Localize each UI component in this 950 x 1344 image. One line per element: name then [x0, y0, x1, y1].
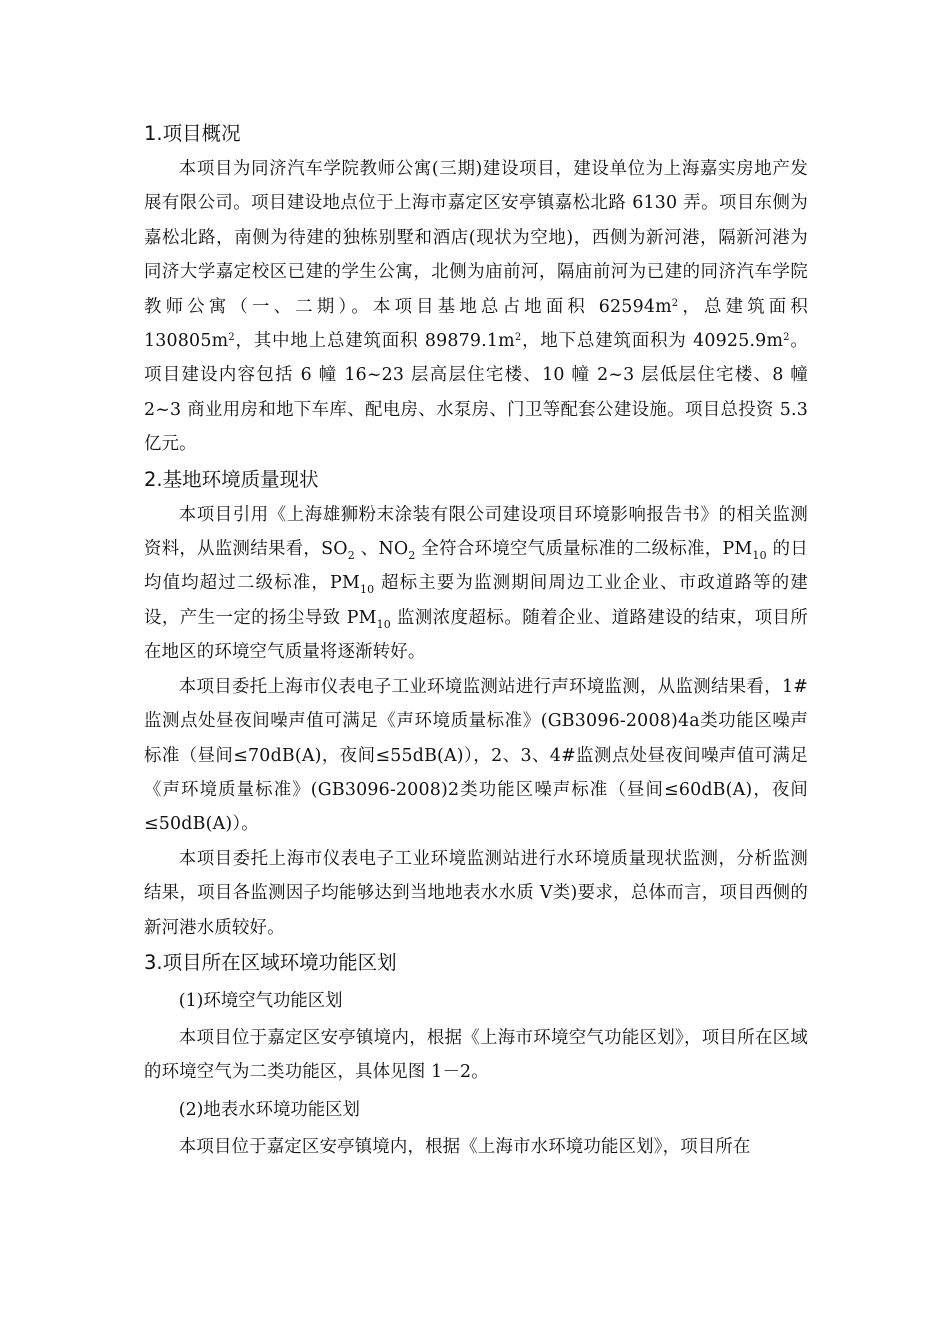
water-quality-paragraph: 本项目委托上海市仪表电子工业环境监测站进行水环境质量现状监测，分析监测结果，项目各监测因子均能够达到当地地表水水质 Ⅴ类)要求，总体而言，项目西侧的新河港水质较好。 — [144, 848, 808, 938]
air-quality-paragraph: 本项目引用《上海雄狮粉末涂装有限公司建设项目环境影响报告书》的相关监测资料，从监测结果看，$SO_2$ 、$NO_2$ 全符合环境空气质量标准的二级标准，$PM_{10}$ 的日均值均超过二级标准，$PM_{10}$ 超标主要为监测期间周边工业企业、市政道路等的建设，产生一定的扬尘导致 $PM_{10}$ 监测浓度超标。随着企业、道路建设的结束，项目所在地区的环境空气质量将逐渐转好。 — [144, 504, 808, 663]
section-heading-2: 2.基地环境质量现状 — [144, 467, 319, 491]
subsection-water-zoning: (2)地表水环境功能区划 — [178, 1099, 360, 1120]
project-overview-paragraph: 本项目为同济汽车学院教师公寓(三期)建设项目，建设单位为上海嘉实房地产发展有限公司。项目建设地点位于上海市嘉定区安亭镇嘉松北路 6130 弄。项目东侧为嘉松北路，南侧为待建的独栋别墅和酒店(现状为空地)，西侧为新河港，隔新河港为同济大学嘉定校区已建的学生公寓，北侧为庙前河，隔庙前河为已建的同济汽车学院教师公寓（一、二期）。本项目基地总占地面积 $62594m^2$，总建筑面积 $130805m^2$，其中地上总建筑面积 $89879.1m^2$，地下总建筑面积为 $40925.9m^2$。项目建设内容包括 6 幢 16~23 层高层住宅楼、10 幢 2~3 层低层住宅楼、8 幢 2~3 商业用房和地下车库、配电房、水泵房、门卫等配套公建设施。项目总投资 5.3 亿元。 — [144, 159, 809, 455]
section-heading-3: 3.项目所在区域环境功能区划 — [144, 950, 397, 974]
subsection-air-zoning: (1)环境空气功能区划 — [178, 990, 343, 1011]
document-page — [144, 116, 808, 1164]
noise-monitoring-paragraph: 本项目委托上海市仪表电子工业环境监测站进行声环境监测，从监测结果看，1#监测点处昼夜间噪声值可满足《声环境质量标准》(GB3096-2008)4a类功能区噪声标准（昼间≤70dB(A)，夜间≤55dB(A)），2、3、4#监测点处昼夜间噪声值可满足《声环境质量标准》(GB3096-2008)2类功能区噪声标准（昼间≤60dB(A)，夜间≤50dB(A)）。 — [144, 676, 808, 835]
air-zoning-paragraph: 本项目位于嘉定区安亭镇境内，根据《上海市环境空气功能区划》，项目所在区域的环境空气为二类功能区，具体见图 1－2。 — [144, 1027, 808, 1083]
water-zoning-paragraph: 本项目位于嘉定区安亭镇境内，根据《上海市水环境功能区划》，项目所在 — [178, 1136, 751, 1157]
section-heading-1: 1.项目概况 — [144, 122, 241, 145]
